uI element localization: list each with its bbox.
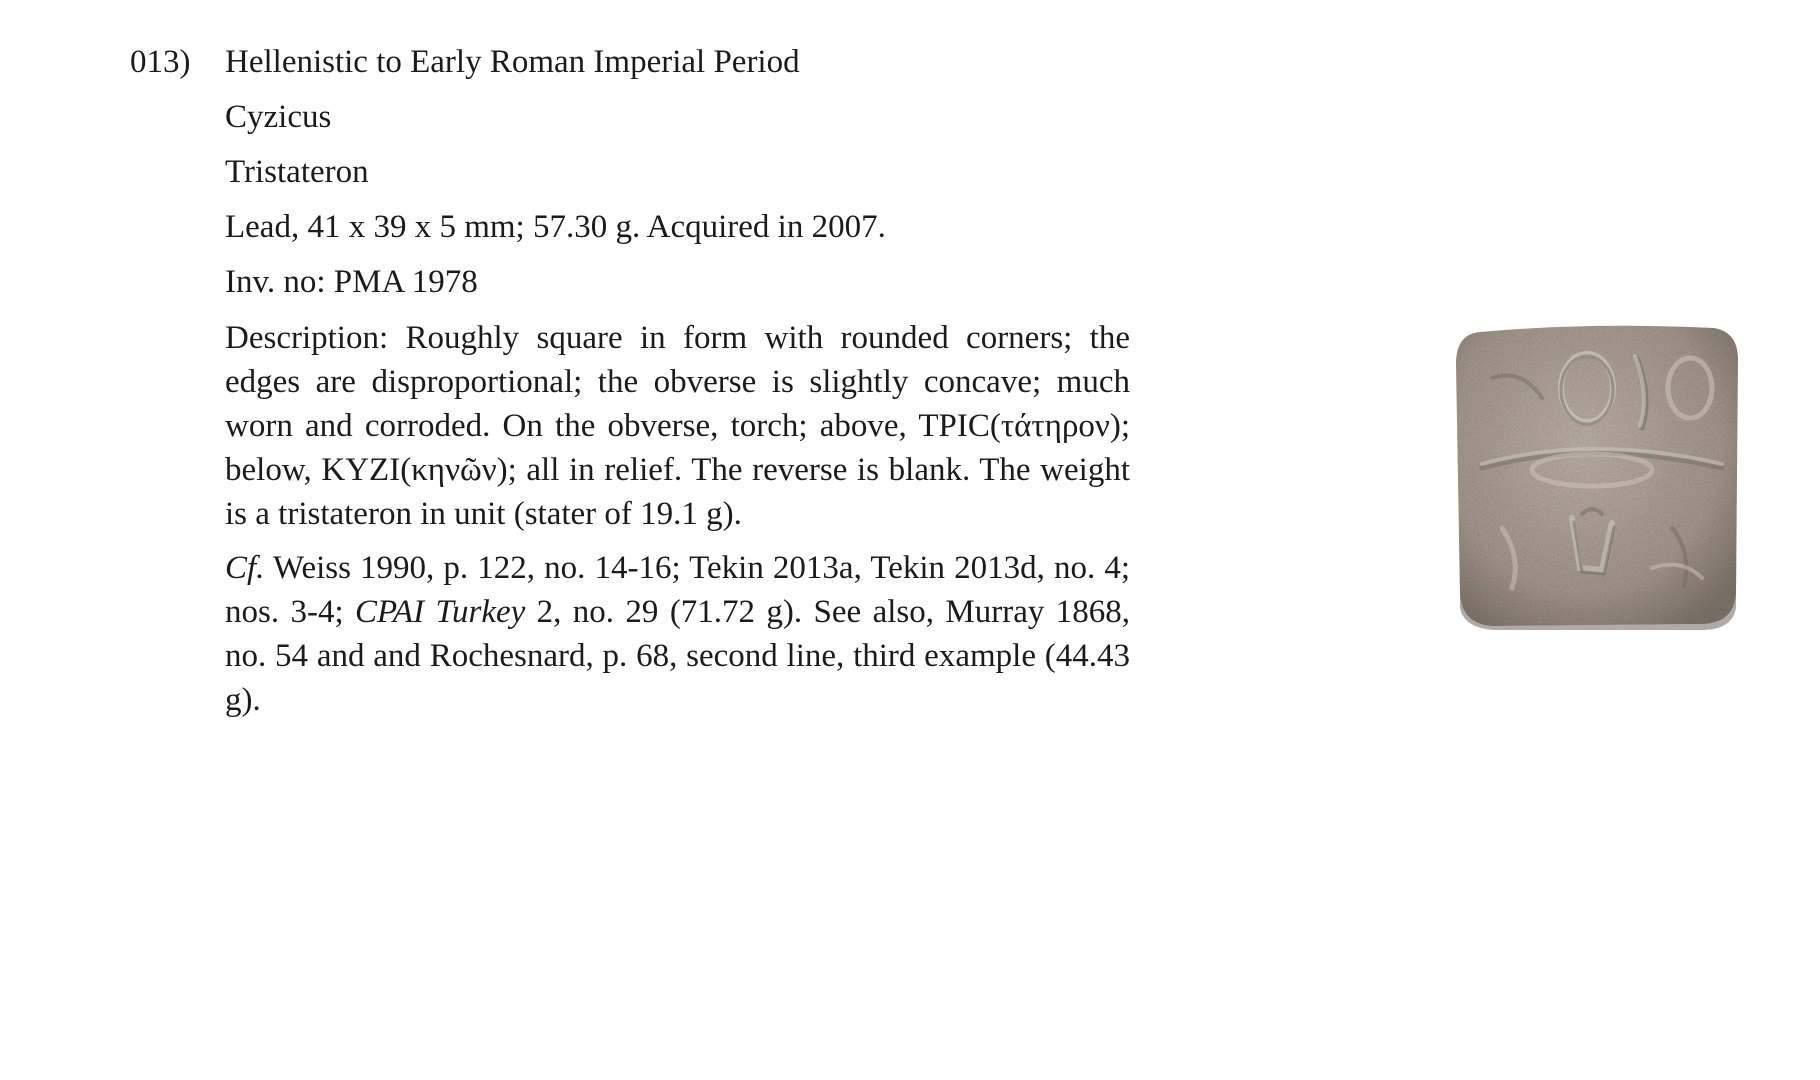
lead-weight-photo-icon: [1452, 318, 1742, 630]
lead-weight-photo: [1452, 318, 1742, 630]
entry-references: [225, 546, 1130, 722]
entry-period: Hellenistic to Early Roman Imperial Period: [225, 44, 800, 80]
corpus-title: CPAI Turkey: [355, 594, 526, 630]
entry-number: 013): [130, 44, 191, 80]
references-text-1: Weiss 1990, p. 122, no. 14-16; Tekin 2013a, Tekin 2013d, no. 4; nos. 3-4;: [225, 550, 1130, 630]
cf-abbreviation: Cf.: [225, 550, 265, 586]
entry-denomination: Tristateron: [225, 154, 369, 190]
entry-mint: Cyzicus: [225, 99, 332, 135]
references-text-2: 2, no. 29 (71.72 g). See also, Murray 1868, no. 54 and and Rochesnard, p. 68, second line, third example (44.43 g).: [225, 594, 1130, 718]
entry-body: [225, 36, 1130, 722]
entry-material-dimensions: Lead, 41 x 39 x 5 mm; 57.30 g. Acquired in 2007.: [225, 209, 886, 245]
entry-inventory-number: Inv. no: PMA 1978: [225, 264, 478, 300]
entry-description: Description: Roughly square in form with rounded corners; the edges are disproportional; the obverse is slightly concave; much worn and corroded. On the obverse, torch; above, TPIC(τάτηρον); below, KYZI(κηνῶν); all in relief. The reverse is blank. The weight is a tristateron in unit (stater of 19.1 g).: [225, 320, 1130, 532]
weight-body: [1456, 326, 1738, 626]
